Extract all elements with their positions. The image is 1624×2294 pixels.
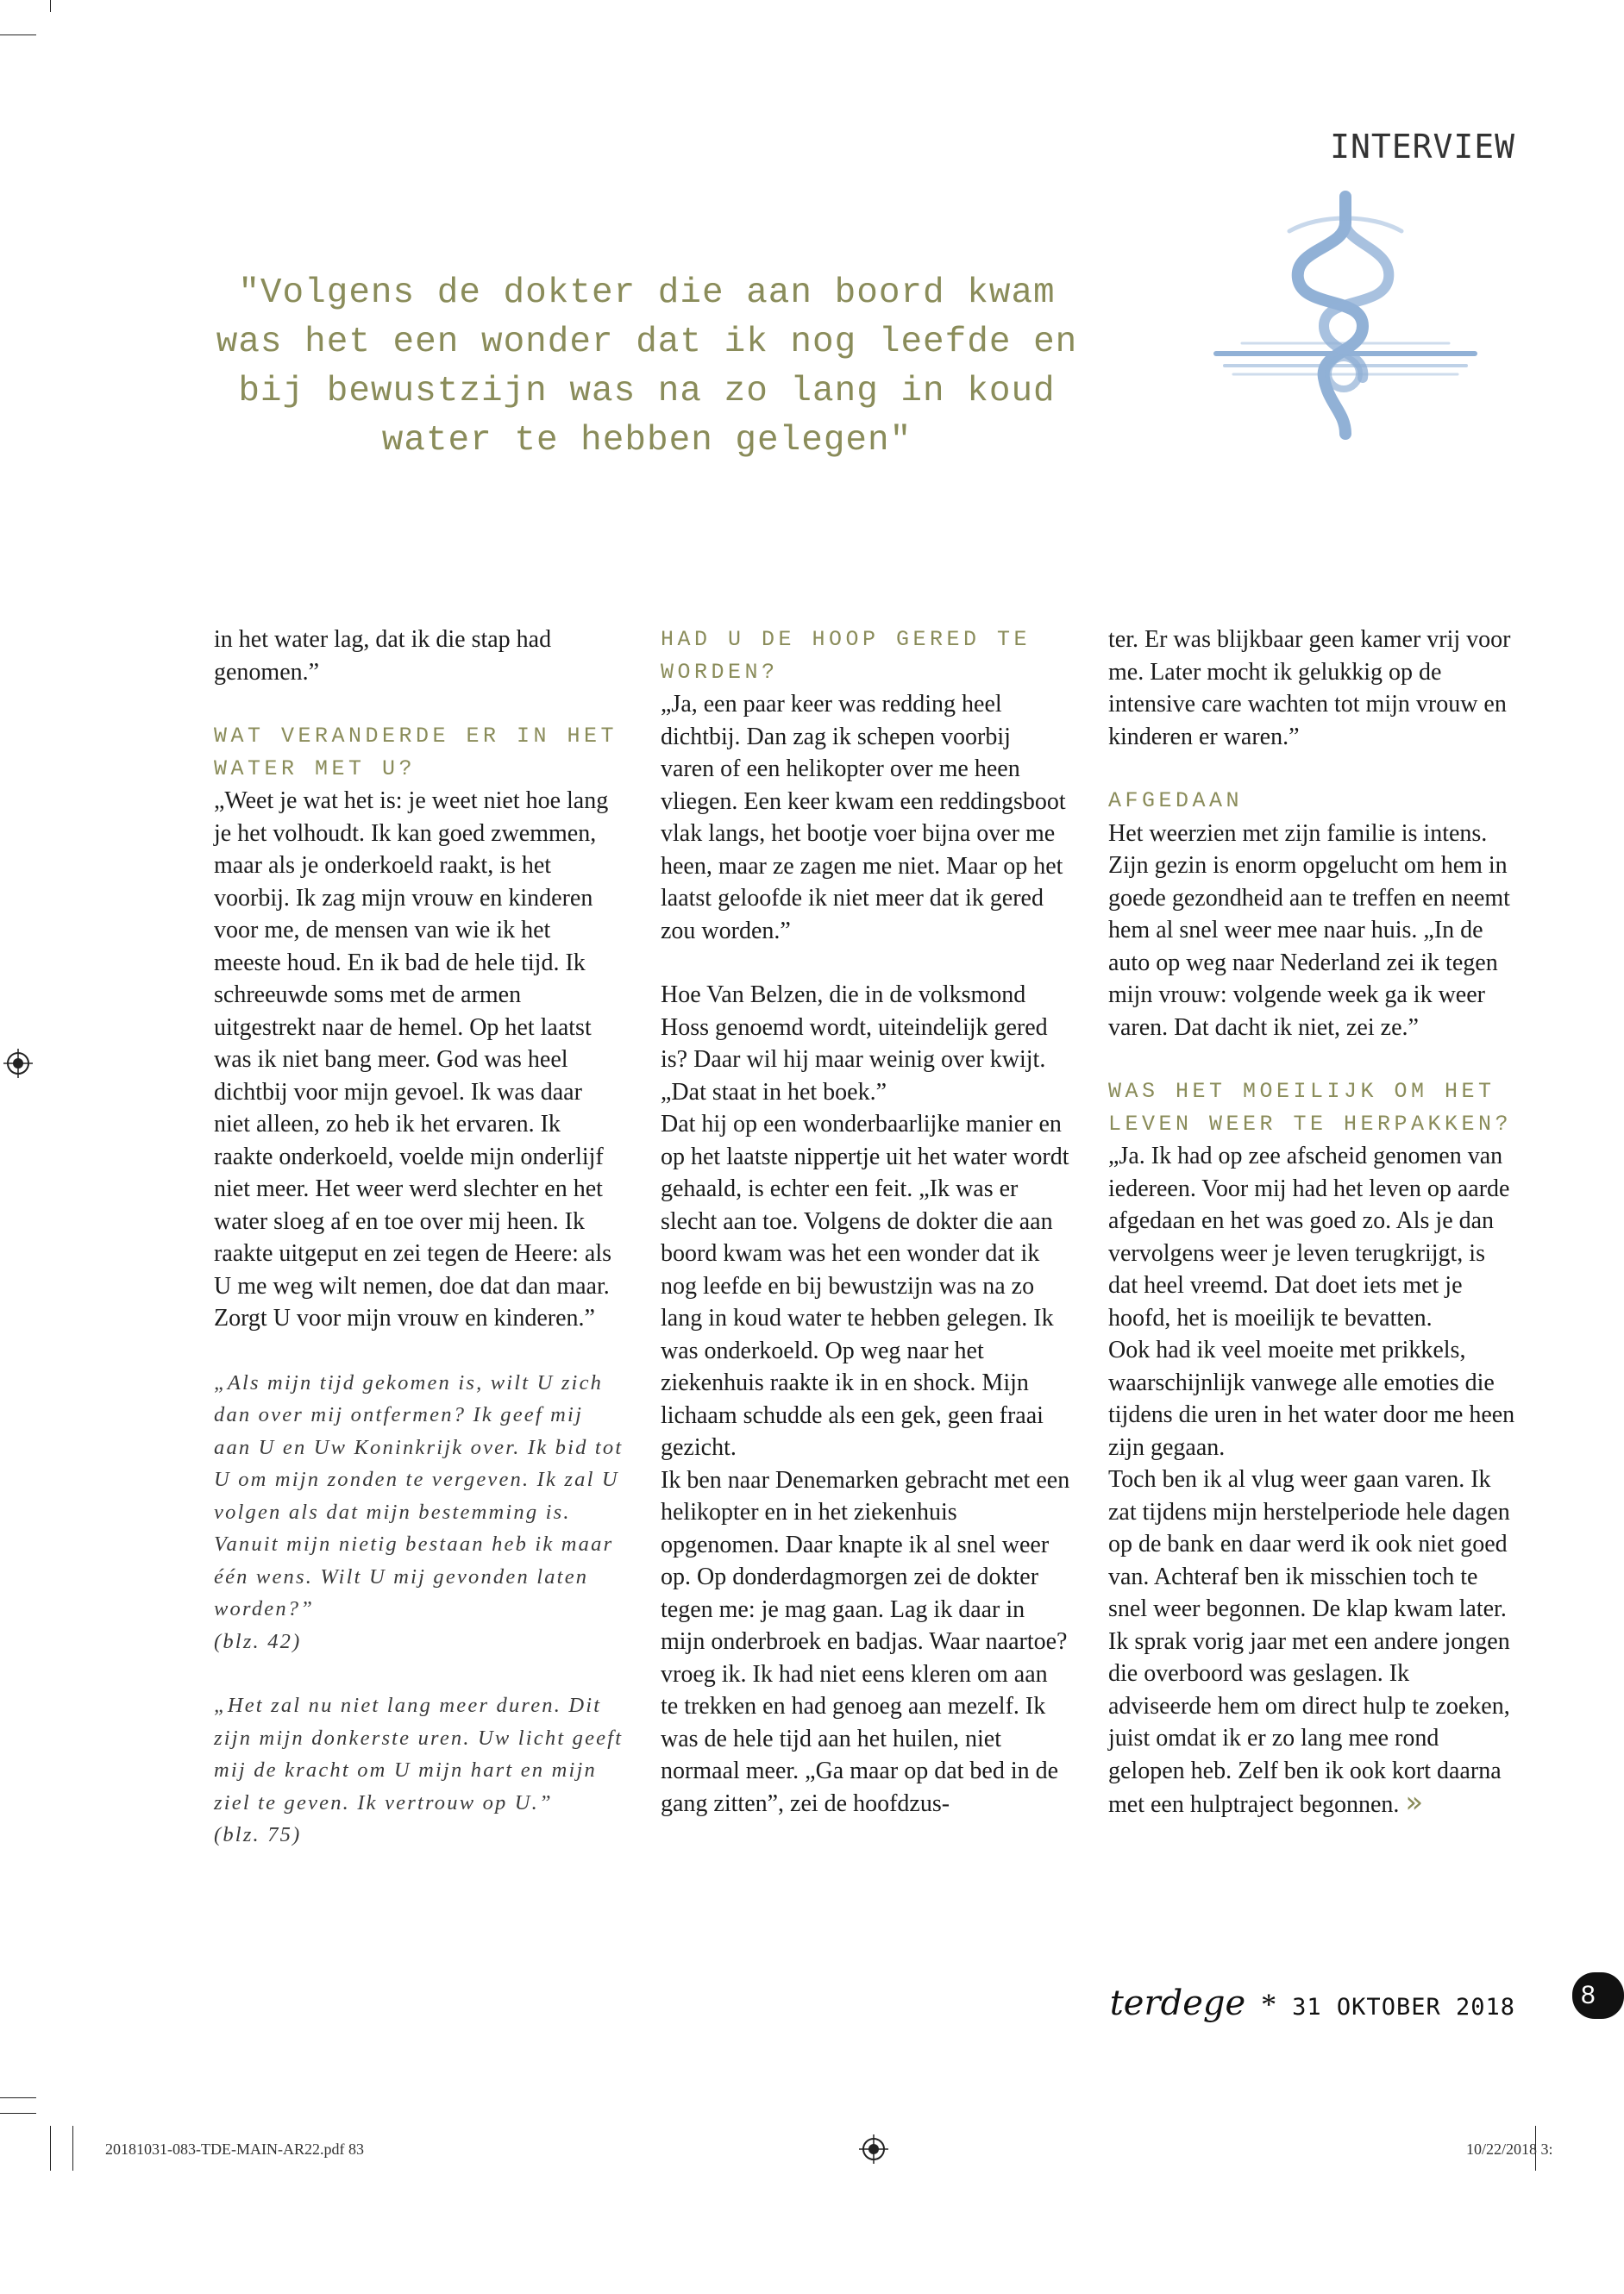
book-quote-reference: (blz. 42) (214, 1629, 302, 1653)
paragraph: „Weet je wat het is: je weet niet hoe lang je het volhoudt. Ik kan goed zwemmen, maar als je onderkoeld raakt, is het voorbij. Ik zag mijn vrouw en kinderen voor me, de mensen van wie ik het meeste houd. En ik bad de hele tijd. Ik schreeuwde soms met de armen uitgestrekt naar de hemel. Op het laatst was ik niet bang meer. God was heel dichtbij voor mijn gevoel. Ik was daar niet alleen, zo heb ik het ervaren. Ik raakte onderkoeld, voelde mijn onderlijf niet meer. Het weer werd slechter en het water sloeg af en toe over mij heen. Ik raakte uitgeput en zei tegen de Heere: als U me weg wilt nemen, doe dat dan maar. Zorgt U voor mijn vrouw en kinderen.” (214, 787, 611, 1332)
paragraph: Ik ben naar Denemarken gebracht met een helikopter en in het ziekenhuis opgenomen. Daar knapte ik al snel weer op. Op donderdagmorgen zei de dokter tegen me: je mag gaan. Lag ik daar in mijn onderbroek en badjas. Waar naartoe? vroeg ik. Ik had niet eens kleren om aan te trekken en had genoeg aan mezelf. Ik was de hele tijd aan het huilen, niet normaal meer. „Ga maar op dat bed in de gang zitten”, zei de hoofdzus- (661, 1466, 1070, 1817)
paragraph: ter. Er was blijkbaar geen kamer vrij voor me. Later mocht ik gelukkig op de intensive care wachten tot mijn vrouw en kinderen er waren.” (1108, 626, 1511, 750)
paragraph: Toch ben ik al vlug weer gaan varen. Ik zat tijdens mijn herstelperiode hele dagen op de bank en daar werd ik ook niet goed van. Achteraf ben ik misschien toch te snel weer begonnen. De klap kwam later. (1108, 1466, 1510, 1622)
book-quote-reference: (blz. 75) (214, 1823, 302, 1846)
subheading: WAT VERANDERDE ER IN HET WATER MET U? (214, 724, 618, 781)
paragraph-text: Ik sprak vorig jaar met een andere jongen die overboord was geslagen. Ik adviseerde hem om direct hulp te zoeken, juist omdat ik er zo lang mee rond gelopen heb. Zelf ben ik ook kort daarna met een hulptraject begonnen. (1108, 1627, 1510, 1818)
pull-quote: "Volgens de dokter die aan boord kwam was het een wonder dat ik nog leefde en bij bewustzijn was na zo lang in koud water te hebben gelegen" (216, 273, 1078, 461)
paragraph: Dat hij op een wonderbaarlijke manier en op het laatste nippertje uit het water wordt gehaald, is echter een feit. „Ik was er slecht aan toe. Volgens de dokter die aan boord kwam was het een wonder dat ik nog leefde en bij bewustzijn was na zo lang in koud water te hebben gelegen. Ik was onderkoeld. Op weg naar het ziekenhuis raakte ik in en shock. Mijn lichaam schudde als een gek, geen fraai gezicht. (661, 1111, 1069, 1461)
subheading: HAD U DE HOOP GERED TE WORDEN? (661, 627, 1031, 685)
paragraph (1108, 1626, 1518, 1821)
section-label: INTERVIEW (1330, 128, 1515, 166)
rope-knot-illustration-icon (1216, 197, 1475, 434)
page-number-tab: 8 (1572, 1972, 1624, 2019)
paragraph: Het weerzien met zijn familie is intens. Zijn gezin is enorm opgelucht om hem in goede gezondheid aan te treffen en neemt hem al snel weer mee naar huis. „In de auto op weg naar Nederland zei ik tegen mijn vrouw: volgende week ga ik weer varen. Dat dacht ik niet, zei ze.” (1108, 819, 1510, 1041)
article-column-1 (214, 624, 624, 1852)
subheading: AFGEDAAN (1108, 788, 1244, 813)
article-column-3 (1108, 624, 1518, 1821)
crop-mark (50, 0, 51, 12)
registration-mark-icon (3, 1049, 33, 1078)
separator-star-icon: * (1261, 1987, 1277, 2021)
paragraph: Hoe Van Belzen, die in de volksmond Hoss genoemd wordt, uiteindelijk gered is? Daar wil hij maar weinig over kwijt. „Dat staat in het boek.” (661, 981, 1048, 1106)
paragraph: „Ja. Ik had op zee afscheid genomen van iedereen. Voor mij had het leven op aarde afgedaan en het was goed zo. Als je dan vervolgens weer je leven terugkrijgt, is dat heel vreemd. Dat doet iets met je hoofd, het is moeilijk te bevatten. (1108, 1143, 1510, 1332)
book-quote: „Als mijn tijd gekomen is, wilt U zich dan over mij ontfermen? Ik geef mij aan U en Uw Koninkrijk over. Ik bid tot U om mijn zonden te vergeven. Ik zal U volgen als dat mijn bestemming is. Vanuit mijn nietig bestaan heb ik maar één wens. Wilt U mij gevonden laten worden?” (214, 1370, 624, 1620)
paragraph: in het water lag, dat ik die stap had genomen.” (214, 626, 552, 686)
paragraph: Ook had ik veel moeite met prikkels, waarschijnlijk vanwege alle emoties die tijdens die uren in het water door me heen zijn gegaan. (1108, 1337, 1515, 1461)
continue-arrow-icon: » (1405, 1785, 1424, 1820)
crop-mark (72, 2126, 73, 2171)
crop-mark (0, 2113, 36, 2114)
print-slug-timestamp: 10/22/2018 3: (1466, 2140, 1553, 2158)
book-quote: „Het zal nu niet lang meer duren. Dit zijn mijn donkerste uren. Uw licht geeft mij de kracht om U mijn hart en mijn ziel te geven. Ik vertrouw op U.” (214, 1694, 624, 1815)
crop-mark (0, 2097, 36, 2098)
subheading: WAS HET MOEILIJK OM HET LEVEN WEER TE HERPAKKEN? (1108, 1079, 1513, 1137)
registration-mark-icon (859, 2134, 888, 2164)
crop-mark (50, 2126, 51, 2171)
print-slug-filename: 20181031-083-TDE-MAIN-AR22.pdf 83 (105, 2140, 364, 2158)
crop-mark (0, 34, 36, 35)
article-column-2 (661, 624, 1070, 1820)
page-footer (1110, 1984, 1515, 2023)
magazine-logo: terdege (1109, 1984, 1246, 2023)
paragraph: „Ja, een paar keer was redding heel dichtbij. Dan zag ik schepen voorbij varen of een helikopter over me heen vliegen. Een keer kwam een reddingsboot vlak langs, het bootje voer bijna over me heen, maar ze zagen me niet. Maar op het laatst geloofde ik niet meer dat ik gered zou worden.” (661, 691, 1066, 944)
issue-date: 31 OKTOBER 2018 (1292, 1994, 1515, 2021)
